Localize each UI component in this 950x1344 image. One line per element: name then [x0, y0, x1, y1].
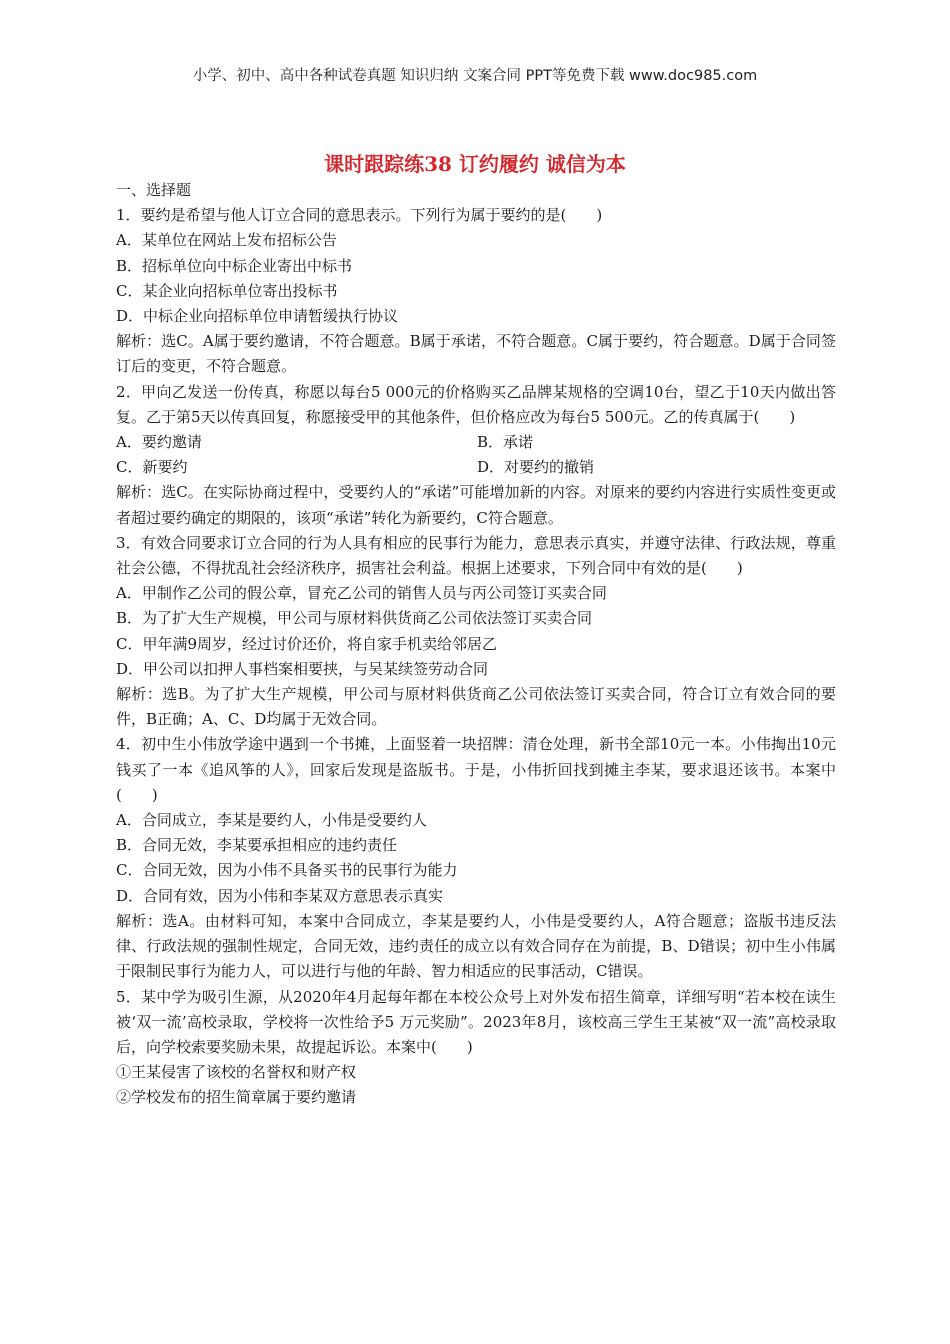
question-1-option-b: B．招标单位向中标企业寄出中标书 [116, 256, 353, 275]
question-1-option-c: C．某企业向招标单位寄出投标书 [116, 281, 338, 300]
question-3-option-b: B．为了扩大生产规模，甲公司与原材料供货商乙公司依法签订买卖合同 [116, 609, 593, 628]
question-3-stem: 3．有效合同要求订立合同的行为人具有相应的民事行为能力，意思表示真实，并遵守法律、行政法规，尊重社会公德，不得扰乱社会经济秩序，损害社会利益。根据上述要求，下列合同中有效的是( ) [116, 533, 836, 578]
question-3-analysis: 解析：选B。为了扩大生产规模，甲公司与原材料供货商乙公司依法签订买卖合同，符合订立有效合同的要件，B正确；A、C、D均属于无效合同。 [116, 685, 836, 729]
question-4-option-c: C．合同无效，因为小伟不具备买书的民事行为能力 [116, 861, 458, 880]
question-4-option-a: A．合同成立，李某是要约人，小伟是受要约人 [116, 811, 427, 830]
question-1-stem: 1．要约是希望与他人订立合同的意思表示。下列行为属于要约的是( ) [116, 206, 603, 225]
question-3-option-d: D．甲公司以扣押人事档案相要挟，与吴某续签劳动合同 [116, 659, 489, 678]
question-2-option-c: C．新要约 [116, 458, 188, 477]
question-5-statement-2: ②学校发布的招生简章属于要约邀请 [116, 1088, 357, 1107]
question-2-stem: 2．甲向乙发送一份传真，称愿以每台5 000元的价格购买乙品牌某规格的空调10台，望乙于10天内做出答复。乙于第5天以传真回复，称愿接受甲的其他条件，但价格应改为每台5 500元。乙的传真属于( ) [116, 382, 836, 426]
question-4-analysis: 解析：选A。由材料可知，本案中合同成立，李某是要约人，小伟是受要约人，A符合题意；盗版书违反法律、行政法规的强制性规定，合同无效，违约责任的成立以有效合同存在为前提，B、D错误；初中生小伟属于限制民事行为能力人，可以进行与他的年龄、智力相适应的民事活动，C错误。 [116, 911, 836, 981]
question-2-analysis: 解析：选C。在实际协商过程中，受要约人的“承诺”可能增加新的内容。对原来的要约内容进行实质性变更或者超过要约确定的期限的，该项“承诺”转化为新要约，C符合题意。 [116, 483, 836, 527]
question-4-stem: 4．初中生小伟放学途中遇到一个书摊，上面竖着一块招牌：清仓处理，新书全部10元一本。小伟掏出10元钱买了一本《追风筝的人》，回家后发现是盗版书。于是，小伟折回找到摊主李某，要求退还该书。本案中( ) [116, 735, 836, 804]
question-2-option-d: D．对要约的撤销 [477, 458, 595, 477]
document-body [116, 178, 836, 1111]
question-2-option-a: A．要约邀请 [116, 433, 202, 452]
question-1-analysis: 解析：选C。A属于要约邀请，不符合题意。B属于承诺，不符合题意。C属于要约，符合题意。D属于合同签订后的变更，不符合题意。 [116, 332, 836, 376]
question-1-option-d: D．中标企业向招标单位申请暂缓执行协议 [116, 307, 399, 326]
question-3-option-c: C．甲年满9周岁，经过讨价还价，将自家手机卖给邻居乙 [116, 634, 498, 653]
question-2-options-row-1 [116, 430, 836, 455]
question-5-statement-1: ①王某侵害了该校的名誉权和财产权 [116, 1063, 357, 1082]
question-3-option-a: A．甲制作乙公司的假公章，冒充乙公司的销售人员与丙公司签订买卖合同 [116, 584, 607, 603]
question-5-stem: 5．某中学为吸引生源，从2020年4月起每年都在本校公众号上对外发布招生简章，详细写明“若本校在读生被‘双一流’高校录取，学校将一次性给予5 万元奖励”。2023年8月，该校高三学生王某被“双一流”高校录取后，向学校索要奖励未果，故提起诉讼。本案中( ) [116, 987, 836, 1056]
question-2-option-b: B．承诺 [477, 433, 534, 452]
page-title: 课时跟踪练38 订约履约 诚信为本 [324, 152, 626, 176]
site-header-banner: 小学、初中、高中各种试卷真题 知识归纳 文案合同 PPT等免费下载 www.doc985.com [192, 68, 758, 84]
section-heading: 一、选择题 [116, 181, 192, 199]
question-4-option-b: B．合同无效，李某要承担相应的违约责任 [116, 836, 398, 855]
question-1-option-a: A．某单位在网站上发布招标公告 [116, 231, 337, 250]
question-2-options-row-2 [116, 455, 836, 480]
question-4-option-d: D．合同有效，因为小伟和李某双方意思表示真实 [116, 886, 444, 905]
